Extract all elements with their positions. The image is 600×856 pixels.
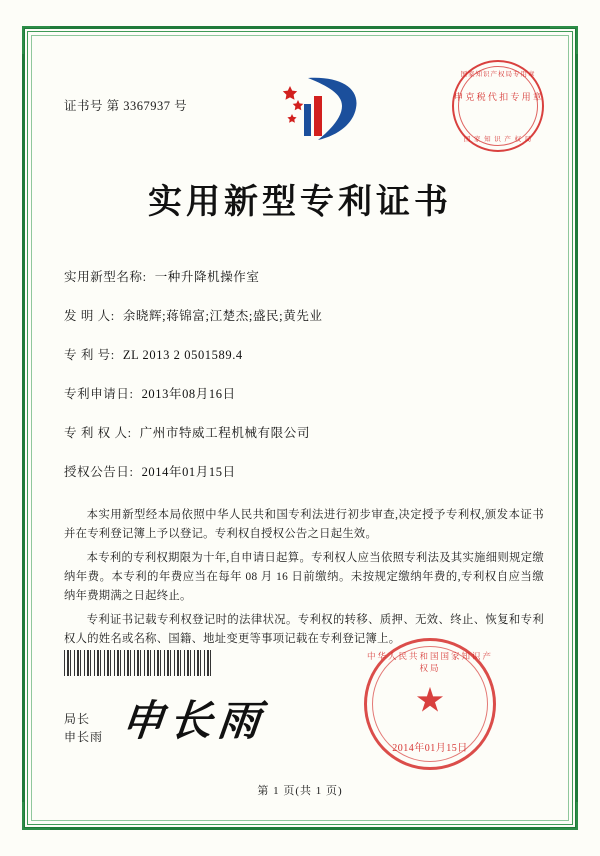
barcode — [64, 650, 214, 676]
stamp-center-text: 申 克 税 代 扣 专 用 章 — [454, 92, 542, 102]
field-row — [64, 384, 546, 402]
director-label: 局长 — [64, 712, 91, 726]
certificate-number: 证书号 第 3367937 号 — [64, 99, 188, 113]
field-label: 专 利 权 人: — [64, 426, 132, 440]
field-row — [64, 267, 546, 285]
field-label: 发 明 人: — [64, 309, 115, 323]
corner-ornament-bottom-right — [550, 802, 578, 830]
field-row — [64, 423, 546, 441]
field-row — [64, 306, 546, 324]
seal-date: 2014年01月15日 — [392, 743, 468, 754]
page-footer: 第 1 页(共 1 页) — [257, 785, 343, 797]
field-value: 广州市特威工程机械有限公司 — [139, 426, 310, 440]
corner-ornament-top-right — [550, 26, 578, 54]
legal-paragraph: 本实用新型经本局依照中华人民共和国专利法进行初步审查,决定授予专利权,颁发本证书并在专利登记簿上予以登记。专利权自授权公告之日起生效。 — [64, 509, 544, 540]
field-label: 专利申请日: — [64, 387, 134, 401]
field-row — [64, 345, 546, 363]
legal-paragraph: 专利证书记载专利权登记时的法律状况。专利权的转移、质押、无效、终止、恢复和专利权人的姓名或名称、国籍、地址变更等事项记载在专利登记簿上。 — [64, 614, 544, 645]
certificate-header — [46, 52, 554, 164]
stamp-bottom-text: 国 家 知 识 产 权 局 — [463, 136, 533, 143]
field-value: 余晓辉;蒋锦富;江楚杰;盛民;黄先业 — [122, 309, 323, 323]
handwritten-signature: 申长雨 — [119, 699, 269, 745]
field-value: 2014年01月15日 — [141, 465, 236, 479]
corner-ornament-top-left — [22, 26, 50, 54]
national-red-seal — [364, 638, 496, 770]
field-value: ZL 2013 2 0501589.4 — [122, 348, 243, 362]
field-label: 专 利 号: — [64, 348, 115, 362]
legal-body-text — [46, 506, 554, 649]
top-right-red-stamp — [452, 60, 544, 152]
page-title: 实用新型专利证书 — [148, 184, 452, 221]
cnipa-logo-icon — [278, 70, 364, 150]
field-list — [46, 267, 554, 480]
stamp-top-text: 国家知识产权局专用章 — [460, 71, 536, 78]
certificate-content — [46, 52, 554, 804]
director-name: 申长雨 — [64, 730, 104, 744]
seal-agency-text: 中华人民共和国国家知识产权局 — [366, 651, 493, 673]
field-value: 2013年08月16日 — [141, 387, 236, 401]
director-signature-block — [64, 710, 103, 746]
legal-paragraph: 本专利的专利权期限为十年,自申请日起算。专利权人应当依照专利法及其实施细则规定缴纳年费。本专利的年费应当在每年 08 月 16 日前缴纳。未按规定缴纳年费的,专利权自应当缴纳年费期满之日起终止。 — [64, 552, 544, 602]
star-icon: ★ — [414, 682, 446, 720]
field-label: 实用新型名称: — [64, 270, 147, 284]
field-label: 授权公告日: — [64, 465, 134, 479]
corner-ornament-bottom-left — [22, 802, 50, 830]
field-value: 一种升降机操作室 — [154, 270, 260, 284]
field-row — [64, 462, 546, 480]
